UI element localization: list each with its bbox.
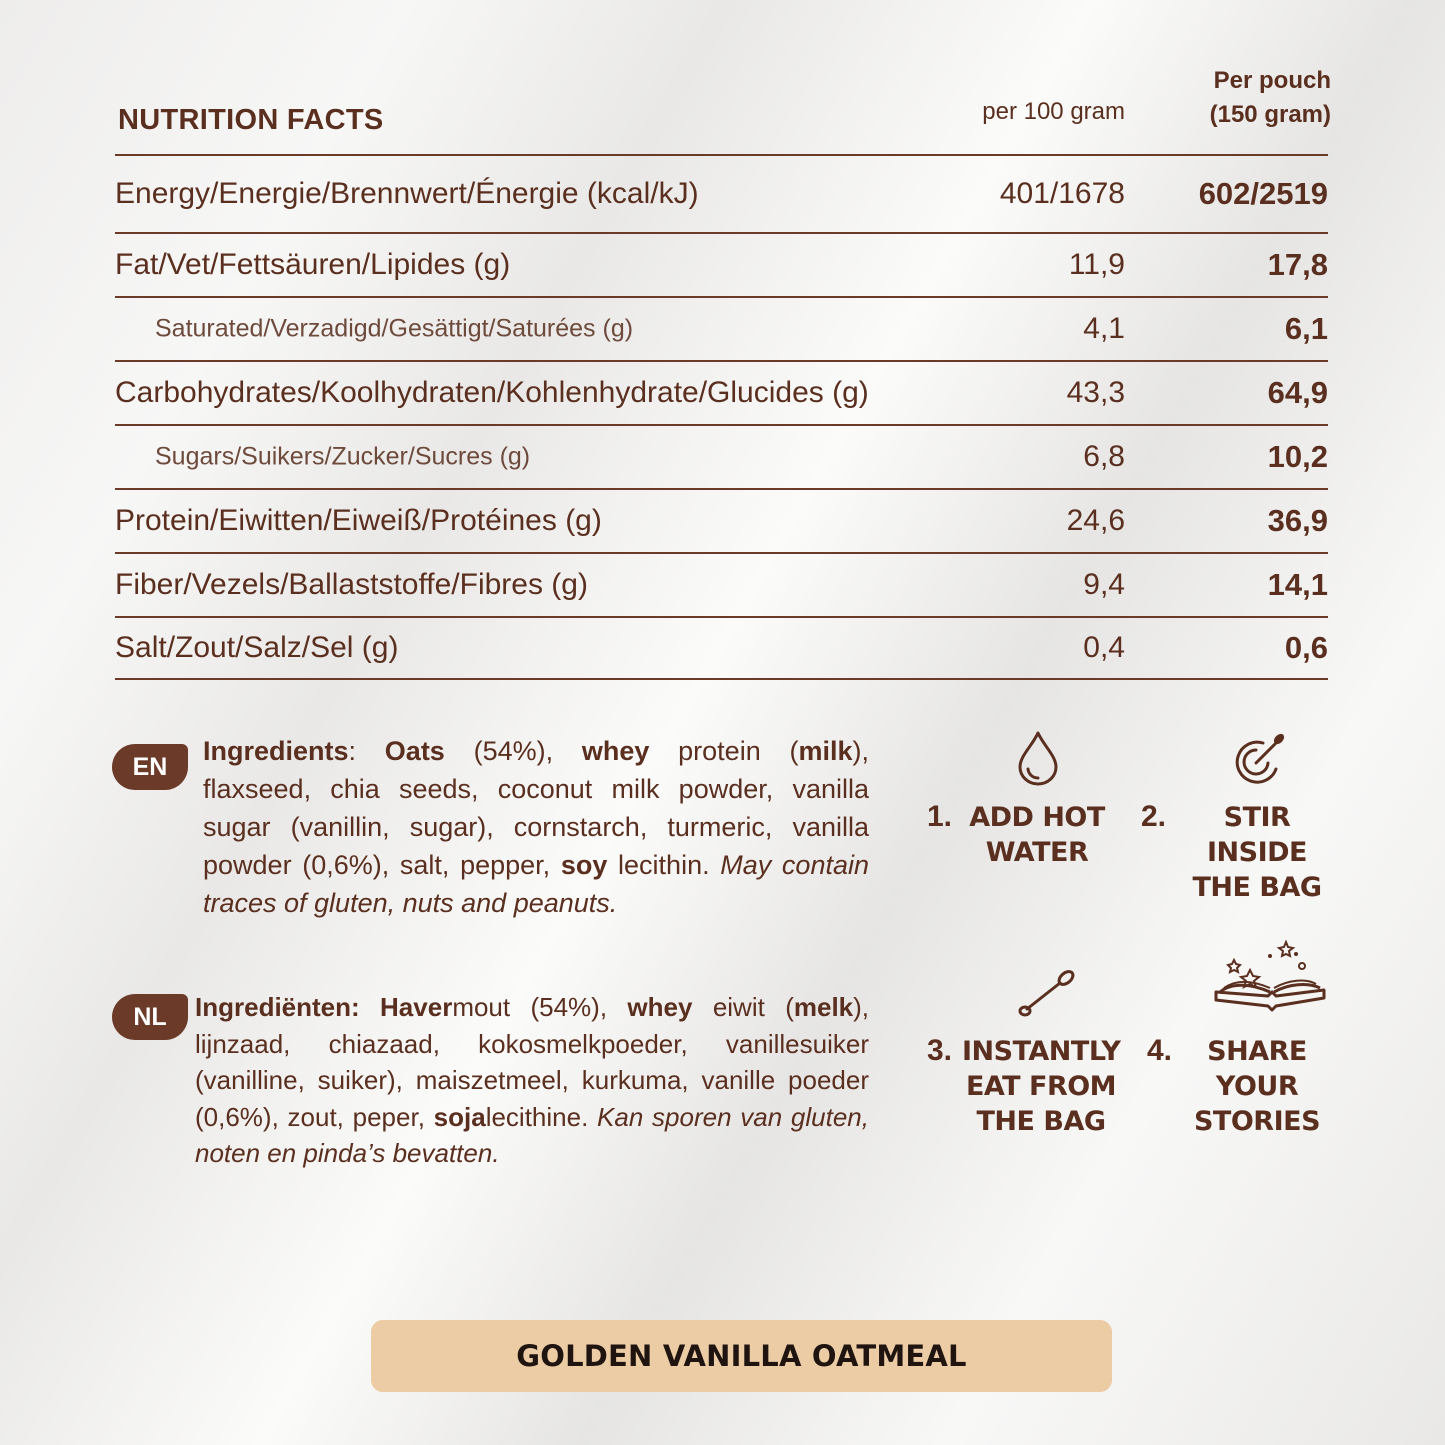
row-value-per100: 401/1678 <box>999 177 1125 210</box>
column-header-per-pouch <box>1210 64 1331 132</box>
stir-spoon-icon <box>1228 733 1288 787</box>
allergen-soy: soy <box>560 850 608 880</box>
step-4-line2: STORIES <box>1193 1106 1321 1137</box>
table-row-salt <box>115 618 1328 680</box>
ingredients-nl-text-part: ), lijnzaad, chiazaad, kokosmelkpoeder, vanillesuiker (vanilline, suiker), maiszetmeel, kurkuma, vanille poeder (0,6%), zout, peper, <box>195 992 870 1132</box>
row-value-per100: 24,6 <box>1066 504 1125 537</box>
row-value-pouch: 6,1 <box>1284 311 1328 346</box>
step-1-number: 1. <box>927 800 953 833</box>
ingredients-en-text-part: : <box>348 736 385 766</box>
row-value-pouch: 0,6 <box>1284 630 1328 665</box>
ingredients-en-text-part: (54%), <box>444 736 582 766</box>
column-header-per100: per 100 gram <box>982 98 1125 125</box>
language-badge-nl: NL <box>112 994 188 1040</box>
ingredients-en-heading: Ingredients <box>203 736 349 766</box>
step-3-line3: THE BAG <box>976 1106 1106 1137</box>
storybook-icon <box>1212 940 1330 1024</box>
row-label: Fat/Vet/Fettsäuren/Lipides (g) <box>115 248 511 281</box>
step-3-line2: EAT FROM <box>965 1071 1117 1102</box>
step-3-text <box>962 1034 1120 1139</box>
ingredients-en-text-part: ), flaxseed, chia seeds, coconut milk powder, vanilla sugar (vanillin, sugar), cornstarch, turmeric, vanilla powder (0,6%), salt, pepper, <box>203 736 869 880</box>
table-row-protein <box>115 490 1328 554</box>
row-value-per100: 0,4 <box>1083 631 1125 664</box>
row-label: Fiber/Vezels/Ballaststoffe/Fibres (g) <box>115 568 588 601</box>
row-label: Salt/Zout/Salz/Sel (g) <box>115 631 399 664</box>
step-4-number: 4. <box>1147 1034 1173 1067</box>
row-label: Saturated/Verzadigd/Gesättigt/Saturées (g) <box>155 314 634 343</box>
row-value-pouch: 602/2519 <box>1198 176 1328 211</box>
ingredients-en-text-part: lecithin. <box>607 850 721 880</box>
step-1-line2: WATER <box>985 837 1089 868</box>
row-value-pouch: 14,1 <box>1267 567 1328 602</box>
step-4-text <box>1176 1034 1338 1139</box>
step-4-line1: SHARE YOUR <box>1207 1036 1307 1102</box>
step-1-line1: ADD HOT <box>969 802 1105 833</box>
product-name-banner: GOLDEN VANILLA OATMEAL <box>371 1320 1112 1392</box>
step-2-line2: THE BAG <box>1192 872 1322 903</box>
table-row-fiber <box>115 554 1328 618</box>
row-label: Energy/Energie/Brennwert/Énergie (kcal/kJ) <box>115 177 699 210</box>
ingredients-nl-text <box>195 989 869 1172</box>
row-value-per100: 9,4 <box>1083 568 1125 601</box>
column-header-pouch-line1: Per pouch <box>1213 67 1331 94</box>
step-2-text <box>1176 800 1338 905</box>
ingredients-en-traces: May contain traces of gluten, nuts and peanuts. <box>203 850 870 918</box>
nutrition-table <box>115 154 1328 680</box>
table-row-fat <box>115 234 1328 298</box>
row-value-pouch: 36,9 <box>1267 503 1328 538</box>
table-row-saturated <box>115 298 1328 362</box>
water-drop-icon <box>1014 730 1062 786</box>
language-badge-en: EN <box>112 744 188 790</box>
allergen-milk: melk <box>793 992 854 1022</box>
step-2-line1: STIR INSIDE <box>1207 802 1307 868</box>
row-label: Protein/Eiwitten/Eiweiß/Protéines (g) <box>115 504 602 537</box>
ingredients-nl-text-part: mout (54%), <box>452 992 628 1022</box>
allergen-soy: soja <box>433 1101 486 1132</box>
table-row-carbohydrates <box>115 362 1328 426</box>
row-value-per100: 4,1 <box>1083 312 1125 345</box>
step-3-number: 3. <box>927 1034 953 1067</box>
row-value-per100: 6,8 <box>1083 440 1125 473</box>
ingredients-nl-traces: Kan sporen van gluten, noten en pinda’s bevatten. <box>195 1101 869 1168</box>
allergen-oats: Oats <box>384 736 445 766</box>
allergen-whey: whey <box>627 992 693 1022</box>
table-row-energy <box>115 156 1328 234</box>
spoon-icon <box>1015 966 1079 1022</box>
step-3-line1: INSTANTLY <box>962 1036 1121 1067</box>
ingredients-en-text-part: protein ( <box>649 736 799 766</box>
ingredients-nl-text-part: eiwit ( <box>692 992 794 1022</box>
allergen-milk: milk <box>798 736 853 766</box>
row-value-pouch: 17,8 <box>1267 247 1328 282</box>
row-value-per100: 43,3 <box>1066 376 1125 409</box>
row-label: Sugars/Suikers/Zucker/Sucres (g) <box>155 442 531 471</box>
allergen-whey: whey <box>581 736 650 766</box>
step-1-text <box>962 800 1112 870</box>
row-value-per100: 11,9 <box>1068 248 1125 281</box>
column-header-pouch-line2: (150 gram) <box>1209 101 1331 128</box>
step-2-number: 2. <box>1141 800 1167 833</box>
ingredients-nl-text-part: lecithine. <box>485 1101 598 1132</box>
ingredients-nl-heading: Ingrediënten: Haver <box>195 992 453 1022</box>
row-label: Carbohydrates/Koolhydraten/Kohlenhydrate/Glucides (g) <box>115 376 869 409</box>
table-row-sugars <box>115 426 1328 490</box>
row-value-pouch: 10,2 <box>1267 439 1328 474</box>
nutrition-facts-title: NUTRITION FACTS <box>118 104 384 136</box>
row-value-pouch: 64,9 <box>1267 375 1328 410</box>
ingredients-en-text <box>203 732 869 922</box>
